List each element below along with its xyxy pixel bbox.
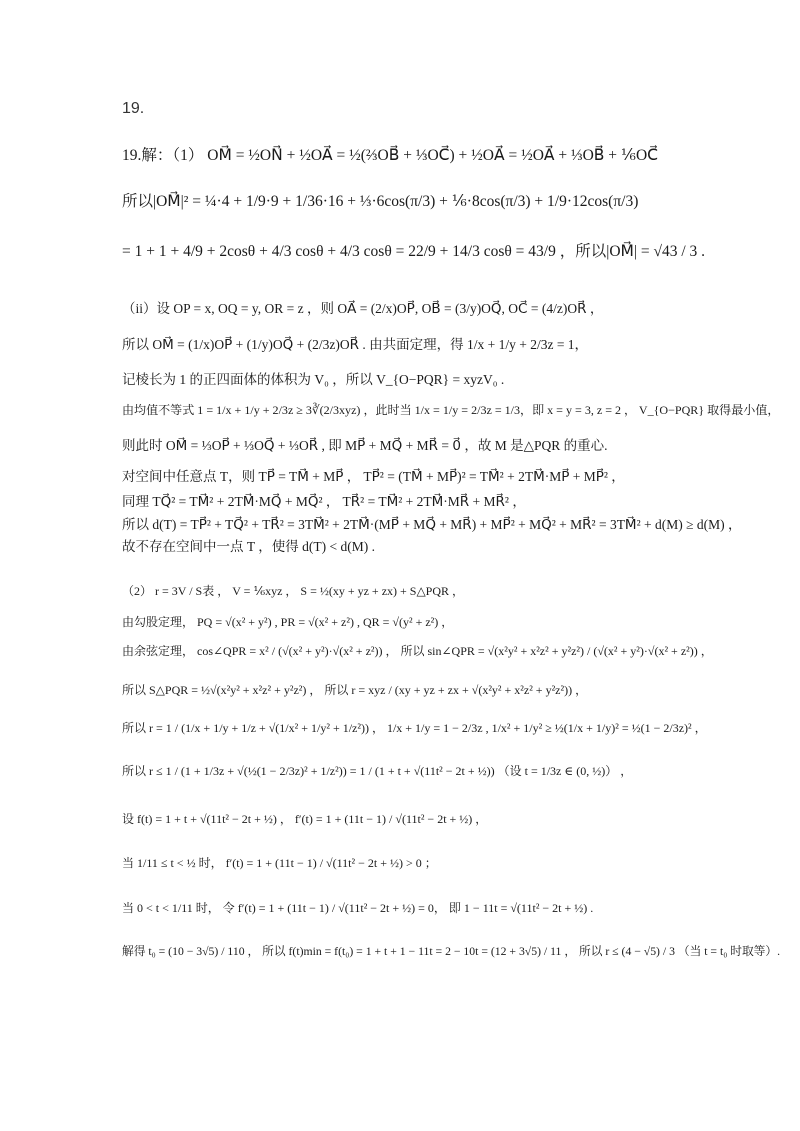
solution-line-12: 故不存在空间中一点 T ，使得 d(T) < d(M) . [122,539,375,554]
solution-line-8: 则此时 OM⃗ = ⅓OP⃗ + ⅓OQ⃗ + ⅓OR⃗ , 即 MP⃗ + MQ⃗ + MR⃗ = 0⃗ ，故 M 是△PQR 的重心. [122,438,608,453]
solution-line-6: 记棱长为 1 的正四面体的体积为 V₀ ，所以 V_{O−PQR} = xyzV₀ . [122,372,505,387]
solution-line-15: 由余弦定理， cos∠QPR = x² / (√(x² + y²)·√(x² + z²)) ， 所以 sin∠QPR = √(x²y² + x²z² + y²z²) / (√(x² + y²)·√(x² + z²)) ， [122,644,713,658]
solution-line-14: 由勾股定理， PQ = √(x² + y²) , PR = √(x² + z²) , QR = √(y² + z²) ， [122,615,454,629]
solution-line-18: 所以 r ≤ 1 / (1 + 1/3z + √(½(1 − 2/3z)² + 1/z²)) = 1 / (1 + t + √(11t² − 2t + ½)) （设 t = 1/3z ∈ (0, ½)） ， [122,764,633,778]
solution-line-16: 所以 S△PQR = ½√(x²y² + x²z² + y²z²) ， 所以 r = xyz / (xy + yz + zx + √(x²y² + x²z² + y²z²)) ， [122,683,588,697]
question-number: 19. [122,100,145,117]
solution-line-22: 解得 t₀ = (10 − 3√5) / 110 ， 所以 f(t)min = f(t₀) = 1 + t + 1 − 11t = 2 − 10t = (12 + 3√5) / 11 ， 所以 r ≤ (4 − √5) / 3 （当 t = t₀ 时取等）. [122,945,781,958]
solution-line-13: （2） r = 3V / S表 ， V = ⅙xyz ， S = ½(xy + yz + zx) + S△PQR ， [122,584,465,598]
solution-line-3: = 1 + 1 + 4/9 + 2cosθ + 4/3 cosθ + 4/3 cosθ = 22/9 + 14/3 cosθ = 43/9 ，所以|OM⃗| = √43 / 3 . [122,243,706,260]
solution-line-1: 19.解：（1） OM⃗ = ½ON⃗ + ½OA⃗ = ½(⅔OB⃗ + ⅓OC⃗) + ½OA⃗ = ½OA⃗ + ⅓OB⃗ + ⅙OC⃗ [122,147,658,164]
solution-line-9: 对空间中任意点 T，则 TP⃗ = TM⃗ + MP⃗ ， TP⃗² = (TM⃗ + MP⃗)² = TM⃗² + 2TM⃗·MP⃗ + MP⃗² ， [122,469,625,484]
solution-line-19: 设 f(t) = 1 + t + √(11t² − 2t + ½) ， f′(t) = 1 + (11t − 1) / √(11t² − 2t + ½) ， [122,812,488,826]
solution-line-5: 所以 OM⃗ = (1/x)OP⃗ + (1/y)OQ⃗ + (2/3z)OR⃗ . 由共面定理，得 1/x + 1/y + 2/3z = 1， [122,337,589,352]
solution-line-21: 当 0 < t < 1/11 时， 令 f′(t) = 1 + (11t − 1) / √(11t² − 2t + ½) = 0， 即 1 − 11t = √(11t² − 2t + ½) . [122,901,594,915]
solution-line-11: 所以 d(T) = TP⃗² + TQ⃗² + TR⃗² = 3TM⃗² + 2TM⃗·(MP⃗ + MQ⃗ + MR⃗) + MP⃗² + MQ⃗² + MR⃗² = 3TM⃗² + d(M) ≥ d(M) ， [122,517,742,532]
solution-line-20: 当 1/11 ≤ t < ½ 时， f′(t) = 1 + (11t − 1) / √(11t² − 2t + ½) > 0 ； [122,856,437,870]
solution-line-10: 同理 TQ⃗² = TM⃗² + 2TM⃗·MQ⃗ + MQ⃗² ， TR⃗² = TM⃗² + 2TM⃗·MR⃗ + MR⃗² ， [122,494,526,509]
solution-line-2: 所以|OM⃗|² = ¼·4 + 1/9·9 + 1/36·16 + ⅓·6cos(π/3) + ⅙·8cos(π/3) + 1/9·12cos(π/3) [122,193,639,210]
solution-line-4: （ii）设 OP = x, OQ = y, OR = z ，则 OA⃗ = (2/x)OP⃗, OB⃗ = (3/y)OQ⃗, OC⃗ = (4/z)OR⃗ ， [122,301,604,316]
solution-line-17: 所以 r = 1 / (1/x + 1/y + 1/z + √(1/x² + 1/y² + 1/z²)) ， 1/x + 1/y = 1 − 2/3z , 1/x² + 1/y² ≥ ½(1/x + 1/y)² = ½(1 − 2/3z)² ， [122,721,707,735]
solution-line-7: 由均值不等式 1 = 1/x + 1/y + 2/3z ≥ 3∛(2/3xyz) ，此时当 1/x = 1/y = 2/3z = 1/3，即 x = y = 3, z = 2 ， V_{O−PQR} 取得最小值， [122,403,780,417]
